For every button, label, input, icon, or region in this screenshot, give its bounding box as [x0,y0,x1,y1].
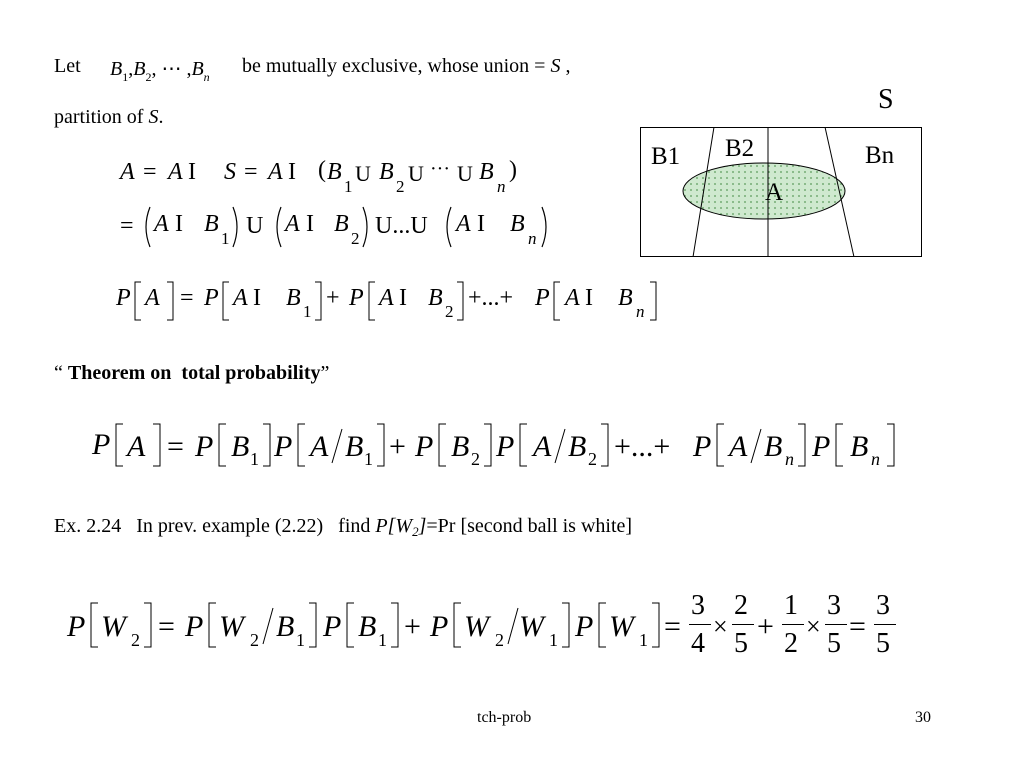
bn-label: Bn [865,142,895,169]
s-label: S [878,84,894,115]
footer-title: tch-prob [477,709,532,726]
b2-label: B2 [725,135,755,162]
intro-rest: be mutually exclusive, whose union = S , [242,55,571,77]
partition-diagram [640,127,922,257]
partition-line: partition of S. [54,106,164,128]
set-list: $B_1,B_2$, ⋯ $,B_n$ [110,58,210,84]
theorem-title: Theorem on total probability [67,362,321,384]
let-word: Let [54,55,81,77]
intro-line [54,55,81,78]
a-label: A [765,179,784,206]
example-line: Ex. 2.24 In prev. example (2.22) find $P[W_2]=Pr$ [second ball is white] [54,515,633,539]
theorem-heading: “ Theorem on total probability” [54,362,330,384]
b1-label: B1 [651,143,681,170]
page-number: 30 [915,709,931,726]
